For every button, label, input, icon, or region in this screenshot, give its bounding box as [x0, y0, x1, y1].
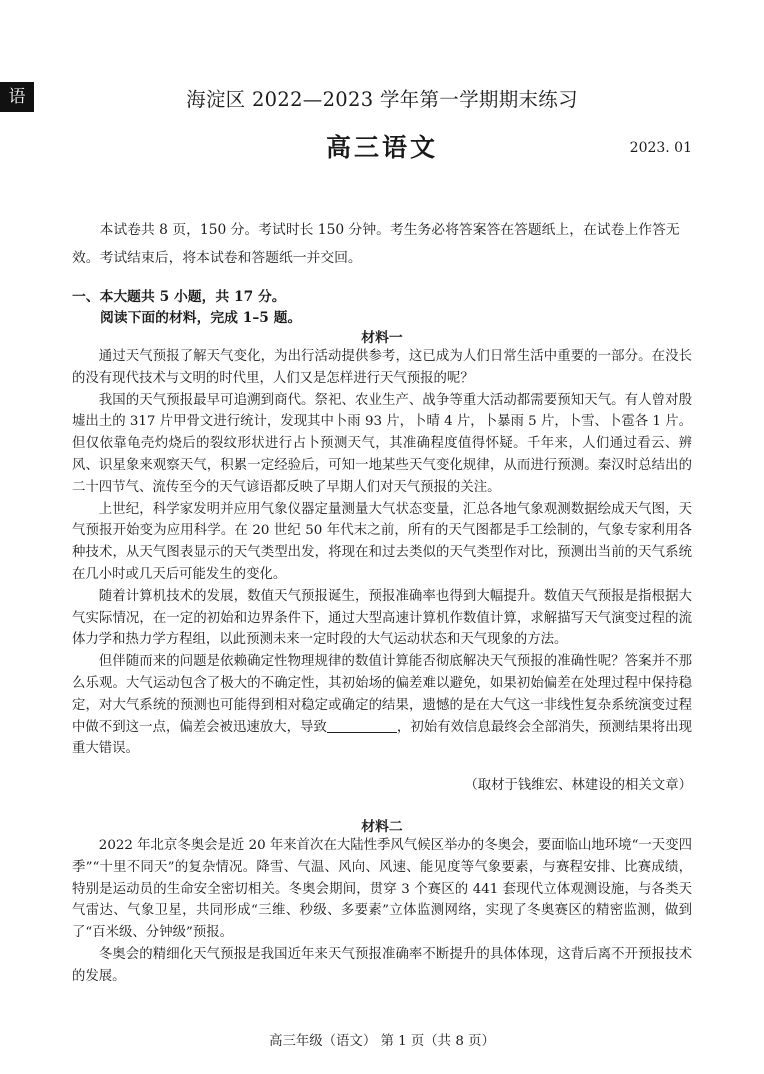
paragraph: 我国的天气预报最早可追溯到商代。祭祀、农业生产、战争等重大活动都需要预知天气。有人曾对殷墟出土的 317 片甲骨文进行统计，发现其中卜雨 93 片，卜晴 4 片，卜暴雨 5 片，卜雪、卜雹各 1 片。但仅依靠龟壳灼烧后的裂纹形状进行占卜预测天气，其准确程度值得怀疑。千年来，人们通过看云、辨风、识星象来观察天气，积累一定经验后，可知一地某些天气变化规律，从而进行预测。秦汉时总结出的二十四节气、流传至今的天气谚语都反映了早期人们对天气预报的关注。	[72, 392, 692, 495]
answer-blank	[327, 718, 397, 733]
section-instruction: 阅读下面的材料，完成 1–5 题。	[100, 310, 302, 326]
material1-body	[72, 346, 692, 760]
material1-source: （取材于钱维宏、林建设的相关文章）	[464, 778, 692, 793]
paragraph: 2022 年北京冬奥会是近 20 年来首次在大陆性季风气候区举办的冬奥会，要面临山地环境“一天变四季”“十里不同天”的复杂情况。降雪、气温、风向、风速、能见度等气象要素，与赛程安排、比赛成绩，特别是运动员的生命安全密切相关。冬奥会期间，贯穿 3 个赛区的 441 套现代立体观测设施，与各类天气雷达、气象卫星，共同形成“三维、秒级、多要素”立体监测网络，实现了冬奥赛区的精密监测，做到了“百米级、分钟级”预报。	[72, 838, 692, 941]
material1-title: 材料一	[361, 330, 403, 346]
exam-date: 2023. 01	[629, 140, 692, 156]
paragraph: 随着计算机技术的发展，数值天气预报诞生，预报准确率也得到大幅提升。数值天气预报是指根据大气实际情况，在一定的初始和边界条件下，通过大型高速计算机作数值计算，求解描写天气演变过程的流体力学和热力学方程组，以此预测未来一定时段的大气运动状态和天气现象的方法。	[72, 588, 692, 648]
material2-body	[72, 835, 692, 988]
subject-tab: 语	[0, 82, 34, 112]
paragraph: 通过天气预报了解天气变化，为出行活动提供参考，这已成为人们日常生活中重要的一部分。在没长的没有现代技术与文明的时代里，人们又是怎样进行天气预报的呢？	[72, 349, 692, 386]
material2-title: 材料二	[361, 819, 403, 835]
paragraph: 上世纪，科学家发明并应用气象仪器定量测量大气状态变量，汇总各地气象观测数据绘成天气图，天气预报开始变为应用科学。在 20 世纪 50 年代末之前，所有的天气图都是手工绘制的，气象专家利用各种技术，从天气图表显示的天气类型出发，将现在和过去类似的天气类型作对比，预测出当前的天气系统在几小时或几天后可能发生的变化。	[72, 501, 692, 582]
paragraph-text-after: ，初始有效信息最终会全部消失，预测结果将出现重大错误。	[72, 719, 693, 757]
exam-instructions: 本试卷共 8 页，150 分。考试时长 150 分钟。考生务必将答案答在答题纸上，在试卷上作答无效。考试结束后，将本试卷和答题纸一并交回。	[72, 222, 680, 266]
exam-title: 海淀区 2022—2023 学年第一学期期末练习	[186, 88, 578, 111]
section-heading: 一、本大题共 5 小题，共 17 分。	[72, 289, 286, 305]
exam-subtitle: 高三语文	[325, 133, 438, 162]
paragraph: 冬奥会的精细化天气预报是我国近年来天气预报准确率不断提升的具体体现，这背后离不开预报技术的发展。	[72, 946, 692, 984]
page-footer: 高三年级（语文） 第 1 页（共 8 页）	[269, 1034, 495, 1049]
paragraph-with-blank	[72, 651, 692, 760]
paragraph-text-before: 但伴随而来的问题是依赖确定性物理规律的数值计算能否彻底解决天气预报的准确性呢？答案并不那么乐观。大气运动包含了极大的不确定性，其初始场的偏差难以避免，如果初始偏差在处理过程中保持稳定，对大气系统的预测也可能得到相对稳定或确定的结果，遗憾的是在大气这一非线性复杂系统演变过程中做不到这一点，偏差会被迅速放大，导致	[72, 654, 692, 735]
